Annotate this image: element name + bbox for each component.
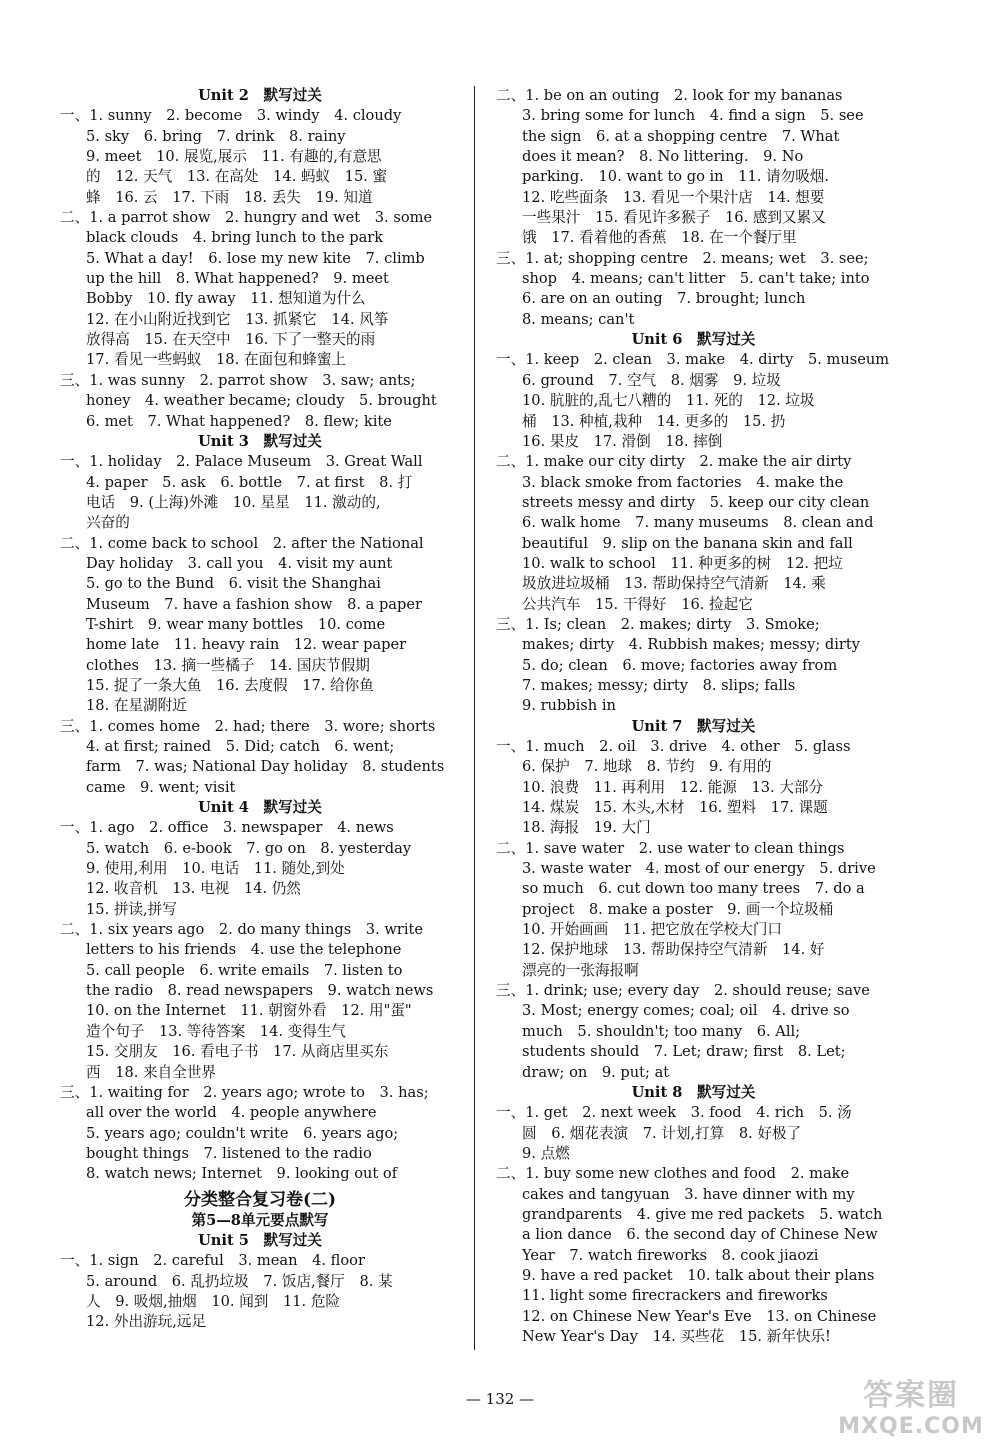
answer-section-line: 三、1. waiting for 2. years ago; wrote to 3. has; — [60, 1083, 429, 1101]
answer-line: Bobby 10. fly away 11. 想知道为什么 — [86, 290, 366, 308]
answer-line: 6. met 7. What happened? 8. flew; kite — [86, 412, 392, 430]
answer-line: all over the world 4. people anywhere — [86, 1104, 377, 1122]
answer-line: 9. 点燃 — [522, 1144, 570, 1162]
answer-line: 漂亮的一张海报啊 — [522, 961, 639, 979]
answer-line: honey 4. weather became; cloudy 5. brought — [86, 392, 437, 410]
answer-line: 饿 17. 看着他的香蕉 18. 在一个餐厅里 — [522, 229, 797, 247]
answer-line: 11. light some firecrackers and fireworks — [522, 1287, 828, 1305]
section-heading: Unit 5 默写过关 — [198, 1231, 322, 1249]
answer-line: 西 18. 来自全世界 — [86, 1063, 217, 1081]
answer-section-line: 二、1. six years ago 2. do many things 3. write — [60, 921, 423, 939]
answer-line: 3. bring some for lunch 4. find a sign 5. see — [522, 107, 864, 125]
watermark-logo — [836, 1378, 986, 1448]
answer-line: 12. 外出游玩,远足 — [86, 1313, 207, 1331]
answer-line: 一些果汁 15. 看见许多猴子 16. 感到又累又 — [522, 209, 826, 227]
answer-line: 7. makes; messy; dirty 8. slips; falls — [522, 676, 796, 694]
answer-section-line: 二、1. save water 2. use water to clean things — [496, 839, 845, 857]
answer-line: project 8. make a poster 9. 画一个垃圾桶 — [522, 900, 834, 918]
answer-section-line: 二、1. a parrot show 2. hungry and wet 3. some — [60, 209, 433, 227]
answer-section-line: 一、1. much 2. oil 3. drive 4. other 5. glass — [496, 738, 851, 755]
answer-line: Year 7. watch fireworks 8. cook jiaozi — [522, 1246, 819, 1264]
answer-line: 5. go to the Bund 6. visit the Shanghai — [86, 575, 381, 593]
answer-line: 12. 保护地球 13. 帮助保持空气清新 14. 好 — [522, 941, 825, 959]
answer-line: 电话 9. (上海)外滩 10. 星星 11. 激动的, — [86, 493, 381, 511]
answer-line: up the hill 8. What happened? 9. meet — [86, 270, 389, 288]
answer-line: 16. 果皮 17. 滑倒 18. 摔倒 — [522, 432, 723, 450]
answer-line: the sign 6. at a shopping centre 7. What — [522, 127, 840, 145]
review-title: 分类整合复习卷(二) — [183, 1189, 337, 1210]
answer-line: makes; dirty 4. Rubbish makes; messy; dirty — [522, 636, 860, 654]
answer-line: does it mean? 8. No littering. 9. No — [522, 148, 804, 166]
answer-line: 15. 捉了一条大鱼 16. 去度假 17. 给你鱼 — [86, 676, 374, 694]
answer-line: home late 11. heavy rain 12. wear paper — [86, 636, 407, 654]
answer-line: 12. 在小山附近找到它 13. 抓紧它 14. 风筝 — [86, 310, 389, 328]
answer-line: 桶 13. 种植,栽种 14. 更多的 15. 扔 — [522, 412, 786, 430]
answer-line: 圆 6. 烟花表演 7. 计划,打算 8. 好极了 — [522, 1124, 802, 1142]
answer-line: students should 7. Let; draw; first 8. Let; — [522, 1043, 846, 1061]
answer-line: 蜂 16. 云 17. 下雨 18. 丢失 19. 知道 — [86, 188, 373, 206]
answer-section-line: 一、1. holiday 2. Palace Museum 3. Great Wall — [60, 453, 423, 471]
answer-line: black clouds 4. bring lunch to the park — [86, 229, 384, 247]
answer-line: 5. sky 6. bring 7. drink 8. rainy — [86, 127, 346, 145]
answer-section-line: 二、1. come back to school 2. after the National — [60, 534, 424, 552]
answer-line: 造个句子 13. 等待答案 14. 变得生气 — [86, 1022, 347, 1040]
answer-section-line: 三、1. at; shopping centre 2. means; wet 3. see; — [496, 249, 869, 267]
answer-line: 5. years ago; couldn't write 6. years ago; — [86, 1124, 399, 1142]
watermark-top-text: 答案圈 — [863, 1378, 959, 1413]
answer-line: 5. call people 6. write emails 7. listen to — [86, 961, 403, 979]
answer-line: 15. 拼读,拼写 — [86, 900, 177, 918]
answer-line: New Year's Day 14. 买些花 15. 新年快乐! — [522, 1327, 831, 1345]
answer-line: parking. 10. want to go in 11. 请勿吸烟. — [522, 168, 830, 186]
answer-line: 6. 保护 7. 地球 8. 节约 9. 有用的 — [522, 758, 772, 776]
answer-line: 6. ground 7. 空气 8. 烟雾 9. 垃圾 — [522, 371, 781, 389]
answer-line: a lion dance 6. the second day of Chinese New — [522, 1226, 878, 1244]
answer-section-line: 一、1. sunny 2. become 3. windy 4. cloudy — [60, 107, 402, 125]
answer-line: 8. watch news; Internet 9. looking out of — [86, 1165, 398, 1183]
answer-line: 10. 开始画画 11. 把它放在学校大门口 — [522, 921, 783, 939]
answer-line: 3. waste water 4. most of our energy 5. drive — [522, 860, 876, 878]
right-column — [496, 86, 891, 1347]
answer-line: draw; on 9. put; at — [522, 1063, 670, 1081]
answer-line: streets messy and dirty 5. keep our city clean — [522, 493, 870, 511]
answer-line: 18. 在星湖附近 — [86, 697, 187, 715]
answer-line: 12. 吃些面条 13. 看见一个果汁店 14. 想要 — [522, 188, 825, 206]
answer-line: 9. 使用,利用 10. 电话 11. 随处,到处 — [86, 860, 345, 878]
column-divider — [474, 86, 475, 1350]
answer-line: 5. watch 6. e-book 7. go on 8. yesterday — [86, 839, 412, 857]
answer-section-line: 三、1. comes home 2. had; there 3. wore; shorts — [60, 717, 436, 735]
answer-line: 17. 看见一些蚂蚁 18. 在面包和蜂蜜上 — [86, 351, 347, 369]
answer-section-line: 一、1. ago 2. office 3. newspaper 4. news — [60, 819, 394, 837]
answer-section-line: 二、1. make our city dirty 2. make the air dirty — [496, 453, 852, 471]
answer-line: 兴奋的 — [86, 514, 130, 532]
answer-line: 10. walk to school 11. 种更多的树 12. 把垃 — [522, 554, 843, 572]
answer-line: 12. on Chinese New Year's Eve 13. on Chinese — [522, 1307, 877, 1325]
answer-line: 18. 海报 19. 大门 — [522, 819, 651, 837]
answer-line: 10. 浪费 11. 再利用 12. 能源 13. 大部分 — [522, 778, 824, 796]
answer-section-line: 三、1. Is; clean 2. makes; dirty 3. Smoke; — [496, 615, 820, 633]
answer-line: much 5. shouldn't; too many 6. All; — [522, 1022, 801, 1040]
answer-line: 6. walk home 7. many museums 8. clean and — [522, 514, 874, 532]
answer-line: bought things 7. listened to the radio — [86, 1144, 372, 1162]
answer-section-line: 二、1. buy some new clothes and food 2. make — [496, 1165, 850, 1183]
answer-line: 4. paper 5. ask 6. bottle 7. at first 8. 打 — [86, 473, 413, 491]
answer-line: 10. on the Internet 11. 朝窗外看 12. 用"蛋" — [86, 1002, 412, 1020]
section-heading: Unit 3 默写过关 — [198, 432, 322, 450]
answer-line: shop 4. means; can't litter 5. can't take; into — [522, 270, 870, 288]
answer-line: 公共汽车 15. 干得好 16. 捡起它 — [522, 595, 753, 613]
answer-line: 3. Most; energy comes; coal; oil 4. drive so — [522, 1002, 850, 1020]
answer-line: 5. What a day! 6. lose my new kite 7. climb — [86, 249, 425, 267]
answer-line: 5. around 6. 乱扔垃圾 7. 饭店,餐厅 8. 某 — [86, 1272, 393, 1290]
answer-section-line: 一、1. keep 2. clean 3. make 4. dirty 5. museum — [496, 351, 890, 369]
section-heading: Unit 2 默写过关 — [198, 87, 322, 104]
answer-section-line: 一、1. get 2. next week 3. food 4. rich 5. 汤 — [496, 1104, 852, 1122]
answer-line: 15. 交朋友 16. 看电子书 17. 从商店里买东 — [86, 1043, 389, 1061]
answer-line: T-shirt 9. wear many bottles 10. come — [86, 615, 386, 633]
answer-line: 5. do; clean 6. move; factories away from — [522, 656, 838, 674]
answer-line: Museum 7. have a fashion show 8. a paper — [86, 595, 422, 613]
answer-line: so much 6. cut down too many trees 7. do a — [522, 880, 865, 898]
answer-line: 9. rubbish in — [522, 697, 616, 715]
answer-section-line: 三、1. was sunny 2. parrot show 3. saw; ants; — [60, 371, 416, 389]
left-column — [60, 86, 460, 1333]
section-heading: Unit 4 默写过关 — [198, 799, 322, 817]
answer-line: beautiful 9. slip on the banana skin and fall — [522, 534, 853, 552]
answer-line: 10. 肮脏的,乱七八糟的 11. 死的 12. 垃圾 — [522, 392, 815, 410]
answer-section-line: 一、1. sign 2. careful 3. mean 4. floor — [60, 1252, 365, 1270]
answer-line: 6. are on an outing 7. brought; lunch — [522, 290, 806, 308]
answer-line: farm 7. was; National Day holiday 8. students — [86, 758, 445, 776]
section-heading: 第5—8单元要点默写 — [191, 1211, 329, 1229]
answer-line: 14. 煤炭 15. 木头,木材 16. 塑料 17. 课题 — [522, 799, 828, 817]
answer-line: 4. at first; rained 5. Did; catch 6. went; — [86, 738, 395, 755]
watermark-bottom-text: MXQE.COM — [838, 1414, 984, 1439]
answer-line: the radio 8. read newspapers 9. watch news — [86, 982, 434, 1000]
answer-line: clothes 13. 摘一些橘子 14. 国庆节假期 — [86, 656, 370, 674]
answer-section-line: 三、1. drink; use; every day 2. should reuse; save — [496, 982, 870, 1000]
answer-line: 放得高 15. 在天空中 16. 下了一整天的雨 — [86, 331, 376, 349]
answer-section-line: 二、1. be on an outing 2. look for my bananas — [496, 87, 843, 104]
answer-line: 的 12. 天气 13. 在高处 14. 蚂蚁 15. 蜜 — [86, 168, 388, 186]
page-number: — 132 — — [465, 1390, 535, 1408]
answer-line: 人 9. 吸烟,抽烟 10. 闻到 11. 危险 — [86, 1292, 341, 1310]
answer-line: Day holiday 3. call you 4. visit my aunt — [86, 554, 393, 572]
section-heading: Unit 8 默写过关 — [631, 1083, 756, 1101]
answer-line: 9. meet 10. 展览,展示 11. 有趣的,有意思 — [86, 148, 382, 166]
answer-line: 12. 收音机 13. 电视 14. 仍然 — [86, 880, 301, 898]
answer-line: 9. have a red packet 10. talk about their plans — [522, 1266, 875, 1284]
answer-line: 3. black smoke from factories 4. make the — [522, 473, 844, 491]
answer-line: cakes and tangyuan 3. have dinner with my — [522, 1185, 855, 1203]
answer-line: letters to his friends 4. use the telephone — [86, 941, 402, 959]
answer-line: 8. means; can't — [522, 310, 635, 328]
answer-line: 圾放进垃圾桶 13. 帮助保持空气清新 14. 乘 — [522, 575, 826, 593]
section-heading: Unit 7 默写过关 — [631, 717, 756, 735]
answer-line: came 9. went; visit — [86, 778, 236, 796]
section-heading: Unit 6 默写过关 — [631, 331, 756, 349]
answer-line: grandparents 4. give me red packets 5. watch — [522, 1205, 883, 1223]
